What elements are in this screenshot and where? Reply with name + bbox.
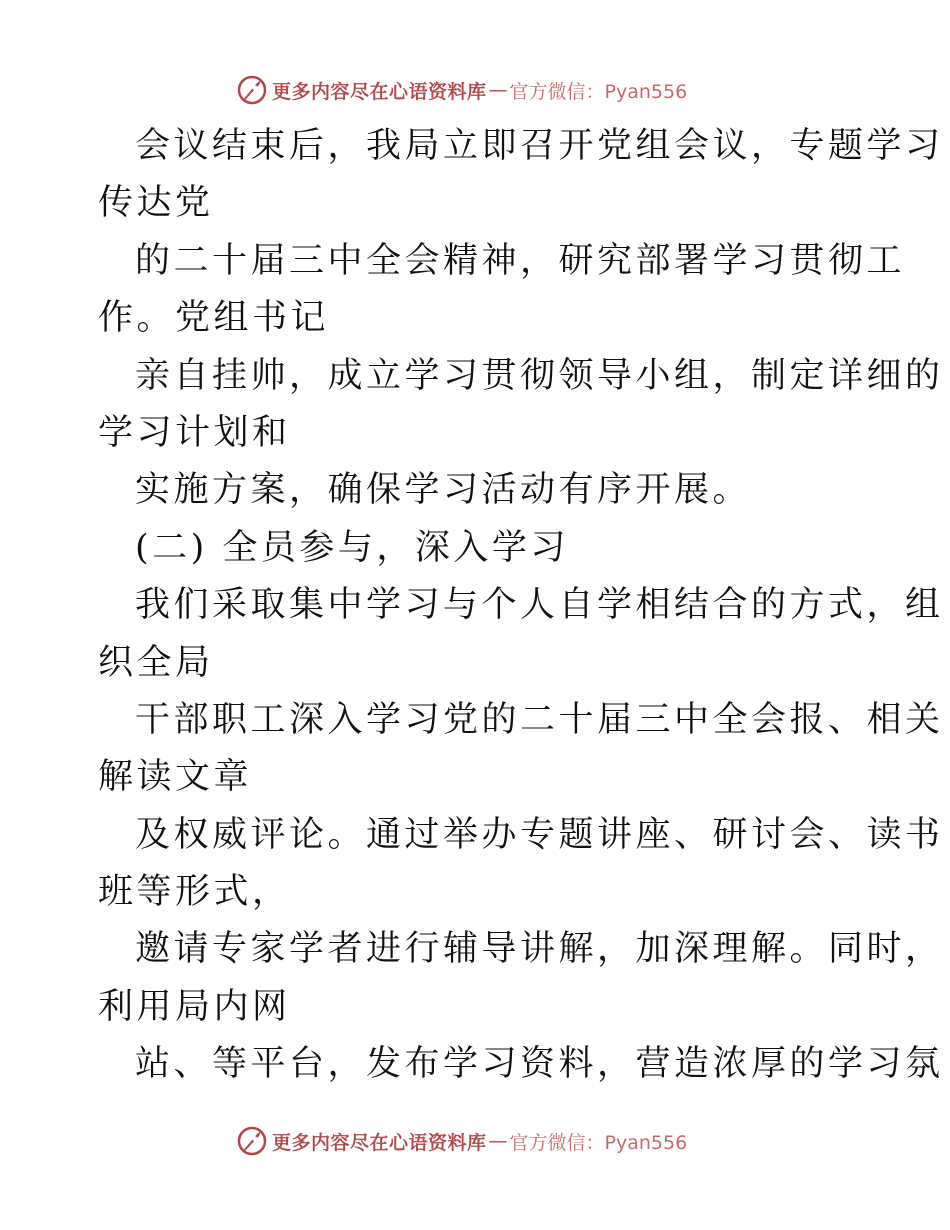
paragraph-line: 我们采取集中学习与个人自学相结合的方式，组 <box>135 585 944 626</box>
section-heading: (二) 全员参与，深入学习 <box>135 527 569 568</box>
paragraph-line: 及权威评论。通过举办专题讲座、研讨会、读书 <box>135 814 944 855</box>
paragraph-line: 作。党组书记 <box>98 298 330 339</box>
paragraph-line: 干部职工深入学习党的二十届三中全会报、相关 <box>135 699 944 740</box>
paragraph-line: 邀请专家学者进行辅导讲解，加深理解。同时， <box>135 929 944 970</box>
watermark-main-text: 更多内容尽在心语资料库 <box>272 1131 487 1154</box>
paragraph-line: 利用局内网 <box>98 986 291 1027</box>
paragraph-line: 的二十届三中全会精神，研究部署学习贯彻工 <box>135 240 906 281</box>
watermark-main-text: 更多内容尽在心语资料库 <box>272 80 487 103</box>
paragraph-line: 织全局 <box>98 642 214 683</box>
header-watermark <box>236 73 687 107</box>
document-body <box>98 118 944 1094</box>
watermark-wechat-text: 官方微信：Pyan556 <box>509 1131 688 1154</box>
paragraph-line: 会议结束后，我局立即召开党组会议，专题学习 <box>135 126 944 166</box>
paragraph-line: 传达党 <box>98 183 214 224</box>
paragraph-line: 亲自挂帅，成立学习贯彻领导小组，制定详细的 <box>135 355 944 396</box>
feather-pen-logo-icon <box>236 74 268 106</box>
paragraph-line: 解读文章 <box>98 757 253 798</box>
paragraph-line: 学习计划和 <box>98 412 291 453</box>
feather-pen-logo-icon <box>236 1125 268 1157</box>
paragraph-line: 班等形式， <box>98 872 291 913</box>
watermark-wechat-text: 官方微信：Pyan556 <box>509 80 688 103</box>
paragraph-line: 站、等平台，发布学习资料，营造浓厚的学习氛 <box>135 1044 944 1085</box>
footer-watermark <box>236 1124 687 1158</box>
paragraph-line: 实施方案，确保学习活动有序开展。 <box>135 470 752 511</box>
watermark-separator: — <box>488 79 508 101</box>
watermark-separator: — <box>488 1130 508 1152</box>
